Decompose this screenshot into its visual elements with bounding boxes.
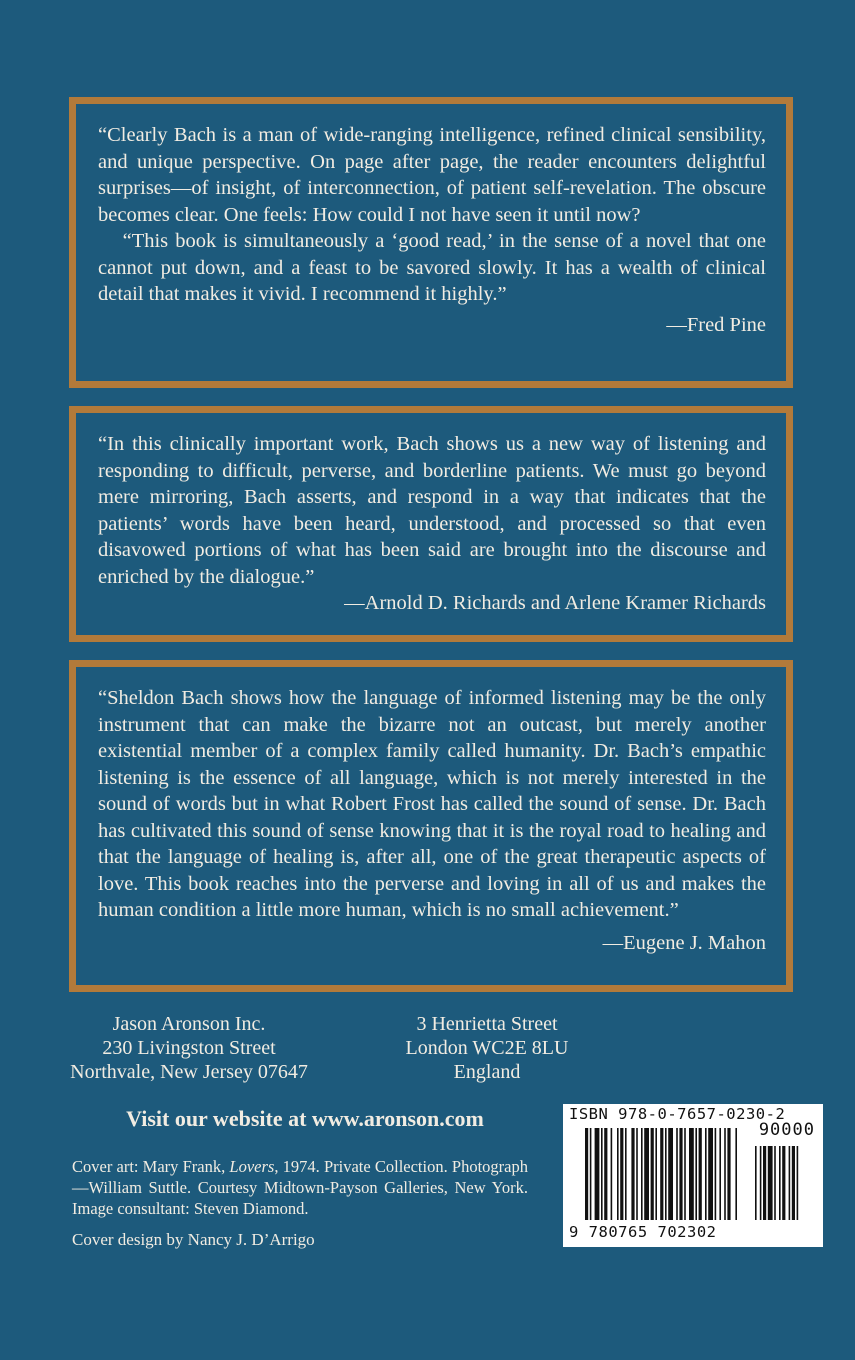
quote-attribution: —Fred Pine <box>666 313 766 336</box>
price-code: 90000 <box>758 1120 815 1140</box>
website-line: Visit our website at www.aronson.com <box>126 1106 484 1131</box>
credit-suffix: , 1974. Private Collection. Photograph—William Suttle. Courtesy Midtown-Payson Galleries, New York. Image consultant: Steven Diamond. <box>72 1157 528 1218</box>
quote-paragraph: “Sheldon Bach shows how the language of informed listening may be the only instrument that can make the bizarre not an outcast, but merely another existential member of a complex family called humanity. Dr. Bach’s empathic listening is the essence of all language, which is not merely interested in the sound of words but in what Robert Frost has called the sound of sense. Dr. Bach has cultivated this sound of sense knowing that it is the royal road to healing and that the language of healing is, after all, one of the great therapeutic aspects of love. This book reaches into the perverse and loving in all of us and makes the human condition a little more human, which is no small achievement.” <box>98 687 766 921</box>
barcode-bars <box>563 1124 823 1224</box>
address-line: 230 Livingston Street <box>102 1037 276 1059</box>
barcode-number: 9 780765 702302 <box>569 1223 717 1241</box>
review-quote-mahon <box>69 660 793 992</box>
quote-paragraph: “In this clinically important work, Bach shows us a new way of listening and responding to difficult, perverse, and borderline patients. We must go beyond mere mirroring, Bach asserts, and respond in a way that indicates that the patients’ words have been heard, understood, and processed so that even disavowed portions of what has been said are brought into the discourse and enriched by the dialogue.” <box>98 433 766 588</box>
quote-paragraph: “Clearly Bach is a man of wide-ranging intelligence, refined clinical sensibility, and unique perspective. On page after page, the reader encounters delightful surprises—of insight, of interconnection, of patient self-revelation. The obscure becomes clear. One feels: How could I not have seen it until now? <box>98 124 766 226</box>
quote-paragraph: “This book is simultaneously a ‘good read,’ in the sense of a novel that one cannot put down, and a feast to be savored slowly. It has a wealth of clinical detail that makes it vivid. I recommend it highly.” <box>98 230 766 305</box>
isbn-barcode <box>563 1104 823 1247</box>
publisher-us-address <box>62 1012 316 1084</box>
credit-prefix: Cover art: Mary Frank, <box>72 1157 230 1176</box>
publisher-uk-address <box>390 1012 584 1084</box>
address-line: London WC2E 8LU <box>405 1037 569 1059</box>
quote-attribution: —Eugene J. Mahon <box>602 931 766 954</box>
address-line: England <box>453 1061 521 1083</box>
address-line: 3 Henrietta Street <box>416 1013 558 1035</box>
isbn-label: ISBN 978-0-7657-0230-2 <box>569 1105 786 1123</box>
review-quote-richards <box>69 406 793 642</box>
review-quote-fred-pine <box>69 97 793 388</box>
cover-art-credit <box>72 1156 528 1219</box>
quote-attribution: —Arnold D. Richards and Arlene Kramer Richards <box>344 592 766 614</box>
cover-design-credit: Cover design by Nancy J. D’Arrigo <box>72 1230 315 1249</box>
address-line: Jason Aronson Inc. <box>112 1013 266 1035</box>
address-line: Northvale, New Jersey 07647 <box>70 1061 308 1083</box>
artwork-title: Lovers <box>229 1157 275 1176</box>
